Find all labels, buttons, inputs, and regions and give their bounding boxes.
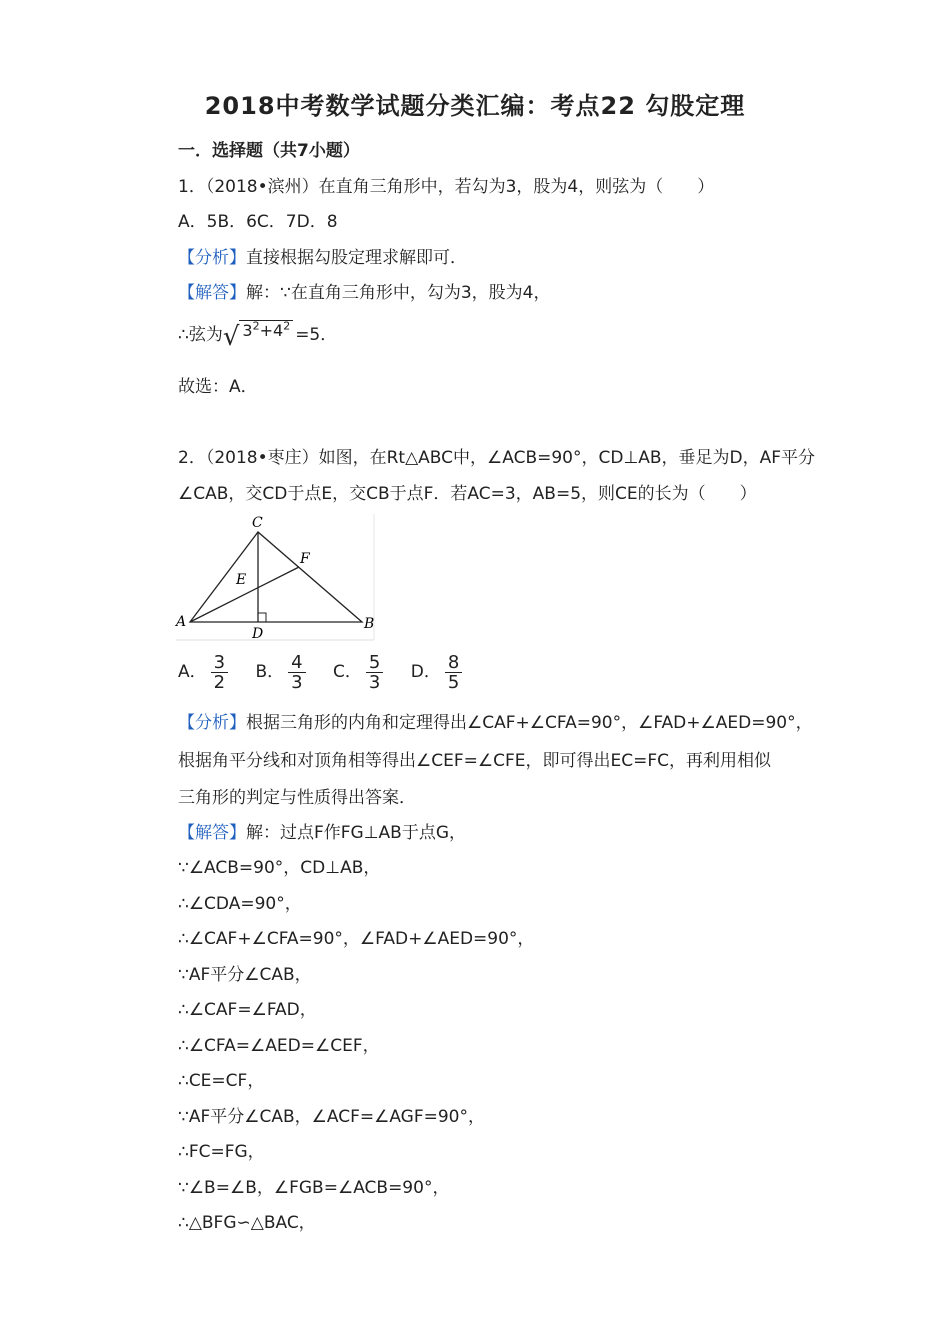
q1-stem: 1．（2018•滨州）在直角三角形中，若勾为3，股为4，则弦为（ ） <box>178 177 715 197</box>
option-a <box>178 652 232 692</box>
solution-step: ∵∠ACB=90°，CD⊥AB， <box>178 858 381 878</box>
label-d: D <box>252 626 264 642</box>
option-d <box>411 652 467 692</box>
numerator: 5 <box>366 653 383 673</box>
q2-stem-line1: 2．（2018•枣庄）如图，在Rt△ABC中，∠ACB=90°，CD⊥AB，垂足为D，AF平分 <box>178 448 816 468</box>
denominator: 3 <box>291 671 303 693</box>
step-prefix: ∴弦为 <box>178 325 223 346</box>
solution-step: ∴∠CFA=∠AED=∠CEF， <box>178 1036 380 1056</box>
q2-analysis-line1 <box>178 712 813 734</box>
solution-step: ∴∠CAF+∠CFA=90°，∠FAD+∠AED=90°， <box>178 929 535 949</box>
q2-analysis-line3: 三角形的判定与性质得出答案． <box>178 788 416 808</box>
analysis-tag: 【分析】 <box>178 713 246 733</box>
option-label: B． <box>255 662 285 682</box>
solution-step: ∴FC=FG， <box>178 1142 265 1162</box>
label-c: C <box>252 515 263 531</box>
fraction <box>366 653 383 692</box>
page-title: 2018中考数学试题分类汇编：考点22 勾股定理 <box>204 92 746 120</box>
option-b <box>256 652 310 692</box>
solution-text: 解：过点F作FG⊥AB于点G， <box>246 823 467 843</box>
plus-sign: + <box>259 321 273 341</box>
solution-step: ∵AF平分∠CAB，∠ACF=∠AGF=90°， <box>178 1107 485 1127</box>
solution-step: ∴CE=CF， <box>178 1071 265 1091</box>
numerator: 8 <box>445 653 462 673</box>
label-b: B <box>364 616 375 632</box>
option-c <box>333 652 387 692</box>
denominator: 2 <box>213 671 226 693</box>
fraction <box>445 653 462 692</box>
exponent-b: 2 <box>283 320 291 333</box>
q2-options <box>178 652 484 692</box>
sqrt-term-b: 4 <box>273 321 284 341</box>
analysis-text: 直接根据勾股定理求解即可． <box>246 248 467 268</box>
right-angle-mark <box>258 613 266 622</box>
solution-step: ∴△BFG∽△BAC， <box>178 1213 316 1233</box>
q1-analysis <box>178 247 467 269</box>
solution-step: ∵∠B=∠B，∠FGB=∠ACB=90°， <box>178 1178 450 1198</box>
q1-solution <box>178 282 550 304</box>
fraction <box>288 653 305 692</box>
triangle-figure <box>174 512 378 642</box>
q2-solution <box>178 822 466 844</box>
numerator: 4 <box>288 653 305 673</box>
numerator: 3 <box>211 653 228 673</box>
exponent-a: 2 <box>252 320 260 333</box>
q1-choose: 故选：A． <box>178 377 258 397</box>
solution-step: ∴∠CDA=90°， <box>178 894 302 914</box>
label-e: E <box>236 572 247 588</box>
option-label: A． <box>178 662 207 682</box>
analysis-tag: 【分析】 <box>178 248 246 268</box>
denominator: 3 <box>368 671 381 693</box>
q2-analysis-line2: 根据角平分线和对顶角相等得出∠CEF=∠CFE，即可得出EC=FC，再利用相似 <box>178 751 772 771</box>
solution-step: ∴∠CAF=∠FAD， <box>178 1000 317 1020</box>
sqrt-expression: √ $3^2+4^2$ <box>223 322 293 348</box>
section-heading: 一．选择题（共7小题） <box>178 141 360 161</box>
option-label: D． <box>410 662 441 682</box>
solution-tag: 【解答】 <box>178 823 246 843</box>
step-suffix: =5． <box>295 325 338 346</box>
q2-stem-line2: ∠CAB，交CD于点E，交CB于点F．若AC=3，AB=5，则CE的长为（ ） <box>178 484 757 504</box>
q1-hypotenuse-step <box>178 320 338 353</box>
analysis-text: 根据三角形的内角和定理得出∠CAF+∠CFA=90°，∠FAD+∠AED=90°， <box>246 713 813 733</box>
option-label: C． <box>333 662 362 682</box>
q1-options: A．5B．6C．7D．8 <box>178 212 338 232</box>
solution-step: ∵AF平分∠CAB， <box>178 965 312 985</box>
solution-tag: 【解答】 <box>178 283 246 303</box>
solution-text: 解：∵在直角三角形中，勾为3，股为4， <box>246 283 551 303</box>
label-f: F <box>300 551 310 567</box>
fraction <box>211 653 228 692</box>
sqrt-term-a: 3 <box>242 321 253 341</box>
label-a: A <box>176 614 187 630</box>
denominator: 5 <box>447 671 460 693</box>
